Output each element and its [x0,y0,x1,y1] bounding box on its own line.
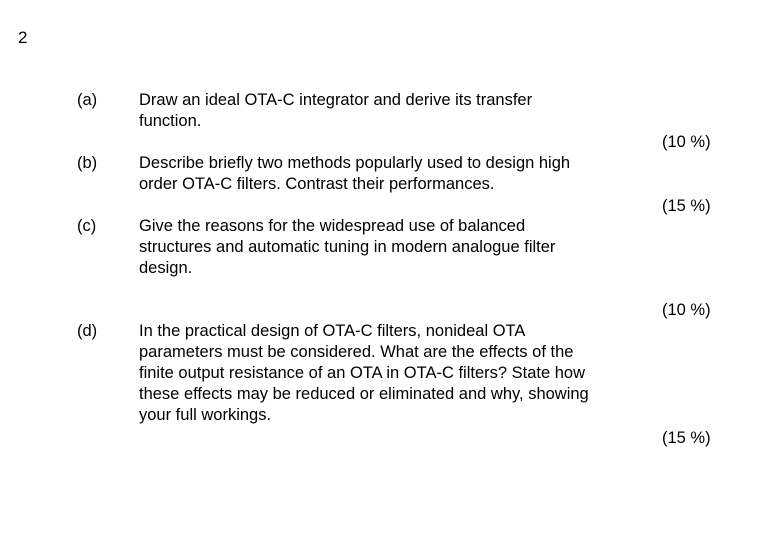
part-a-line: Draw an ideal OTA-C integrator and derive its transfer [139,91,533,109]
part-c-line: design. [139,259,193,277]
part-d-line: finite output resistance of an OTA in OTA-C filters? State how [139,364,586,382]
part-d-line: these effects may be reduced or eliminated and why, showing [139,385,589,403]
part-d-line: your full workings. [139,406,272,424]
part-c-line: structures and automatic tuning in modern analogue filter [139,238,556,256]
part-d-text [139,321,589,426]
part-a-line: function. [139,112,202,130]
part-c-label: (c) [77,217,97,235]
part-a-text [139,90,532,132]
part-b-marks: (15 %) [662,197,711,215]
part-b-text [139,153,570,195]
part-a-marks: (10 %) [662,133,711,151]
part-d-label: (d) [77,322,98,340]
part-d-line: parameters must be considered. What are the effects of the [139,343,574,361]
part-c-line: Give the reasons for the widespread use of balanced [139,217,526,235]
part-a-label: (a) [77,91,98,109]
part-d-line: In the practical design of OTA-C filters, nonideal OTA [139,322,526,340]
part-b-line: Describe briefly two methods popularly used to design high [139,154,571,172]
part-c-text [139,216,555,279]
part-d-marks: (15 %) [662,429,711,447]
part-b-line: order OTA-C filters. Contrast their performances. [139,175,495,193]
part-b-label: (b) [77,154,98,172]
question-number: 2 [18,28,28,47]
part-c-marks: (10 %) [662,301,711,319]
